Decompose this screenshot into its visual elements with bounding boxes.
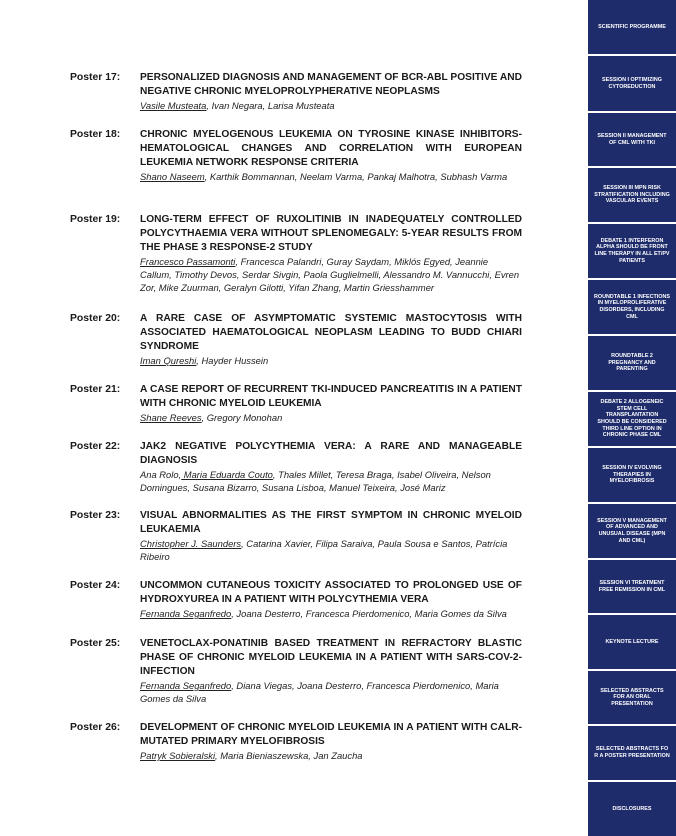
poster-label: Poster 23: [70, 510, 121, 521]
presenting-author: Shane Reeves [140, 412, 202, 423]
nav-disclosures[interactable]: DISCLOSURES [588, 782, 676, 836]
poster-entry [70, 509, 522, 563]
co-authors: , Hayder Hussein [196, 355, 269, 366]
poster-title: VENETOCLAX-PONATINIB BASED TREATMENT IN REFRACTORY BLASTIC PHASE OF CHRONIC MYELOID LEUKEMIA IN A PATIENT WITH SARS-COV-2- INFECTION [140, 638, 522, 677]
nav-session-1[interactable]: SESSION I OPTIMIZING CYTOREDUCTION [588, 56, 676, 111]
poster-entry [70, 440, 522, 494]
co-authors-lead: Ana Rolo, [140, 469, 182, 480]
poster-label: Poster 19: [70, 214, 121, 225]
poster-entry [70, 71, 522, 112]
nav-debate-2[interactable]: DEBATE 2 ALLOGENEIC STEM CELL TRANSPLANTATION SHOULD BE CONSIDERED THIRD LINE OPTION IN CHRONIC PHASE CML [588, 392, 676, 446]
poster-title: PERSONALIZED DIAGNOSIS AND MANAGEMENT OF BCR-ABL POSITIVE AND NEGATIVE CHRONIC MYELOPROLYPHERATIVE NEOPLASMS [140, 72, 522, 97]
co-authors: , Gregory Monohan [201, 412, 283, 423]
poster-authors [140, 679, 522, 705]
co-authors: , Diana Viegas, Joana Desterro, Francesca Pierdomenico, Maria Gomes da Silva [140, 680, 499, 704]
co-authors: , Catarina Xavier, Filipa Saraiva, Paula Sousa e Santos, Patrícia Ribeiro [140, 538, 508, 562]
presenting-author: Fernanda Seganfredo [140, 680, 232, 691]
poster-title: A CASE REPORT OF RECURRENT TKI-INDUCED PANCREATITIS IN A PATIENT WITH CHRONIC MYELOID LEUKEMIA [140, 384, 522, 409]
presenting-author: Fernanda Seganfredo [140, 608, 232, 619]
co-authors: , Joana Desterro, Francesca Pierdomenico, Maria Gomes da Silva [231, 608, 507, 619]
poster-authors [140, 468, 522, 494]
poster-authors [140, 170, 522, 183]
nav-session-4[interactable]: SESSION IV EVOLVING THERAPIES IN MYELOFIBROSIS [588, 448, 676, 502]
nav-scientific-programme[interactable]: SCIENTIFIC PROGRAMME [588, 0, 676, 54]
poster-label: Poster 21: [70, 384, 121, 395]
co-authors: , Karthik Bommannan, Neelam Varma, Pankaj Malhotra, Subhash Varma [204, 171, 508, 182]
presenting-author: Iman Qureshi [140, 355, 197, 366]
poster-title: VISUAL ABNORMALITIES AS THE FIRST SYMPTOM IN CHRONIC MYELOID LEUKAEMIA [140, 510, 522, 535]
nav-session-3[interactable]: SESSION III MPN RISK STRATIFICATION INCLUDING VASCULAR EVENTS [588, 168, 676, 222]
nav-poster-abstracts[interactable]: SELECTED ABSTRACTS FO R A POSTER PRESENTATION [588, 726, 676, 780]
poster-title: DEVELOPMENT OF CHRONIC MYELOID LEUKEMIA IN A PATIENT WITH CALR- MUTATED PRIMARY MYELOFIBROSIS [140, 722, 522, 747]
poster-title: A RARE CASE OF ASYMPTOMATIC SYSTEMIC MASTOCYTOSIS WITH ASSOCIATED HAEMATOLOGICAL NEOPLASM LEADING TO BUDD CHIARI SYNDROME [140, 313, 522, 352]
poster-entry [70, 128, 522, 183]
poster-entry [70, 637, 522, 705]
poster-authors [140, 354, 522, 367]
poster-authors [140, 749, 522, 762]
poster-authors [140, 607, 522, 620]
poster-title: CHRONIC MYELOGENOUS LEUKEMIA ON TYROSINE KINASE INHIBITORS- HEMATOLOGICAL CHANGES AND CORRELATION WITH EUROPEAN LEUKEMIA NETWORK RESPONSE CRITERIA [140, 129, 522, 168]
presenting-author: Shano Naseem [140, 171, 205, 182]
poster-entry [70, 312, 522, 367]
poster-label: Poster 22: [70, 441, 121, 452]
poster-authors [140, 537, 522, 563]
poster-entry [70, 213, 522, 294]
poster-authors [140, 99, 522, 112]
presenting-author: Francesco Passamonti [140, 256, 236, 267]
presenting-author: Christopher J. Saunders [140, 538, 242, 549]
poster-label: Poster 20: [70, 313, 121, 324]
poster-label: Poster 17: [70, 72, 121, 83]
nav-debate-1[interactable]: DEBATE 1 INTERFERON ALPHA SHOULD BE FRONT LINE THERAPY IN ALL ET/PV PATIENTS [588, 224, 676, 278]
nav-roundtable-1[interactable]: ROUNDTABLE 1 INFECTIONS IN MYELOPROLIFERATIVE DISORDERS, INCLUDING CML [588, 280, 676, 334]
nav-roundtable-2[interactable]: ROUNDTABLE 2 PREGNANCY AND PARENTING [588, 336, 676, 390]
presenting-author: Maria Eduarda Couto [181, 469, 273, 480]
poster-label: Poster 25: [70, 638, 121, 649]
nav-session-2[interactable]: SESSION II MANAGEMENT OF CML WITH TKI [588, 113, 676, 166]
poster-title: JAK2 NEGATIVE POLYCYTHEMIA VERA: A RARE AND MANAGEABLE DIAGNOSIS [140, 441, 522, 466]
poster-authors [140, 411, 522, 424]
poster-authors [140, 255, 522, 294]
poster-entry [70, 383, 522, 424]
poster-label: Poster 24: [70, 580, 121, 591]
poster-title: LONG-TERM EFFECT OF RUXOLITINIB IN INADEQUATELY CONTROLLED POLYCYTHAEMIA VERA WITHOUT SPLENOMEGALY: 5-YEAR RESULTS FROM THE PHASE 3 RESPONSE-2 STUDY [140, 214, 522, 253]
presenting-author: Patryk Sobieralski [140, 750, 216, 761]
nav-keynote-lecture[interactable]: KEYNOTE LECTURE [588, 615, 676, 669]
presenting-author: Vasile Musteata [140, 100, 207, 111]
poster-entry [70, 721, 522, 762]
nav-session-6[interactable]: SESSION VI TREATMENT FREE REMISSION IN CML [588, 560, 676, 613]
section-nav [588, 0, 676, 836]
poster-entry [70, 579, 522, 620]
co-authors: , Thales Millet, Teresa Braga, Isabel Oliveira, Nelson Domingues, Susana Bizarro, Susana Lisboa, Manuel Teixeira, José Mariz [140, 469, 491, 493]
co-authors: , Francesca Palandri, Guray Saydam, Miklós Egyed, Jeannie Callum, Timothy Devos, Serdar Sivgin, Paola Guglielmelli, Alessandro M. Vannucchi, Evren Zor, Mike Zuurman, Geralyn Gilotti, Yifan Zhang, Martin Griesshammer [140, 256, 520, 293]
nav-oral-abstracts[interactable]: SELECTED ABSTRACTS FOR AN ORAL PRESENTATION [588, 671, 676, 724]
poster-title: UNCOMMON CUTANEOUS TOXICITY ASSOCIATED TO PROLONGED USE OF HYDROXYUREA IN A PATIENT WITH POLYCYTHEMIA VERA [140, 580, 522, 605]
poster-label: Poster 18: [70, 129, 121, 140]
co-authors: , Ivan Negara, Larisa Musteata [206, 100, 335, 111]
co-authors: , Maria Bieniaszewska, Jan Zaucha [215, 750, 363, 761]
poster-label: Poster 26: [70, 722, 121, 733]
nav-session-5[interactable]: SESSION V MANAGEMENT OF ADVANCED AND UNUSUAL DISEASE (MPN AND CML) [588, 504, 676, 558]
